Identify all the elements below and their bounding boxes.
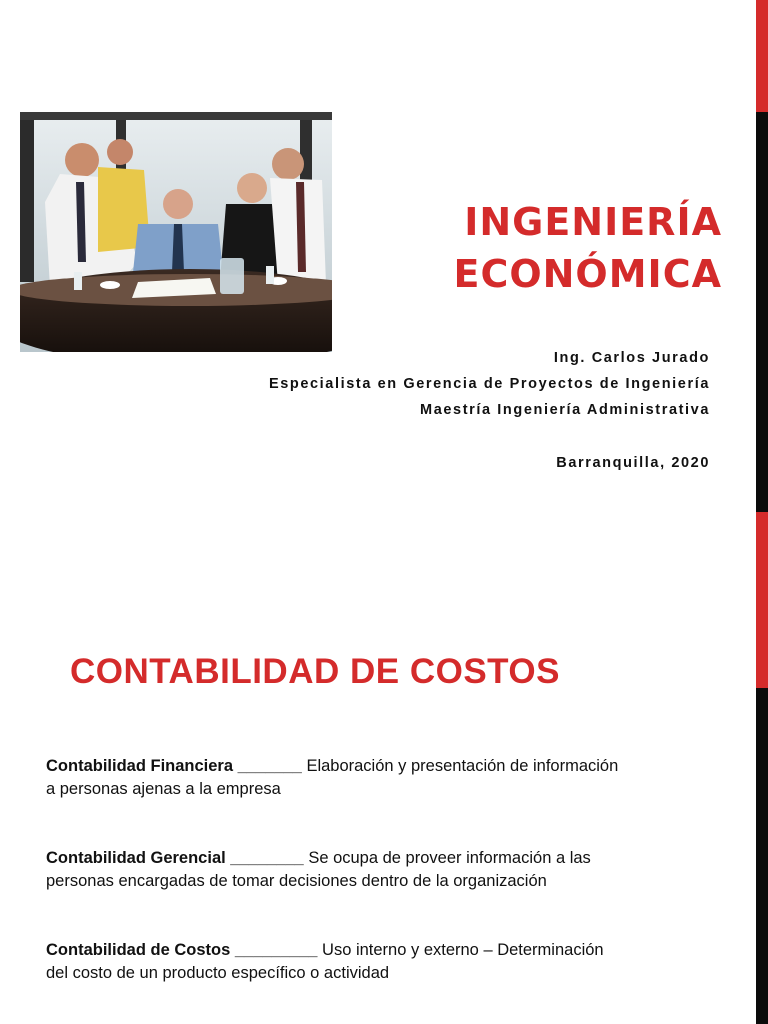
- edge-black-bar: [756, 112, 768, 512]
- definition-blank: ________: [225, 849, 309, 867]
- author-specialization: Especialista en Gerencia de Proyectos de Ingeniería: [268, 376, 710, 392]
- author-name: Ing. Carlos Jurado: [553, 350, 710, 366]
- meeting-illustration: [20, 112, 332, 352]
- edge-red-bar: [756, 0, 768, 112]
- definition-paragraph: [46, 755, 726, 801]
- place-and-year: Barranquilla, 2020: [556, 455, 710, 471]
- definition-paragraph: [46, 939, 726, 985]
- definition-text-continued: a personas ajenas a la empresa: [46, 780, 281, 798]
- definition-blank: _______: [233, 757, 307, 775]
- definition-term: Contabilidad de Costos: [46, 941, 231, 959]
- author-master-degree: Maestría Ingeniería Administrativa: [420, 402, 710, 418]
- definition-text: Se ocupa de proveer información a las: [308, 849, 591, 867]
- definition-term: Contabilidad Gerencial: [46, 849, 226, 867]
- title-line-1: INGENIERÍA: [464, 200, 722, 244]
- meeting-photo: [20, 112, 332, 352]
- definition-text: Uso interno y externo – Determinación: [322, 941, 604, 959]
- definition-text: Elaboración y presentación de información: [306, 757, 619, 775]
- slide-heading: CONTABILIDAD DE COSTOS: [70, 652, 560, 691]
- content-slide: [0, 512, 768, 1024]
- edge-red-bar: [756, 512, 768, 688]
- edge-black-bar: [756, 688, 768, 1024]
- definition-blank: _________: [230, 941, 323, 959]
- definition-term: Contabilidad Financiera: [46, 757, 234, 775]
- presentation-title: [322, 196, 722, 300]
- definition-text-continued: personas encargadas de tomar decisiones dentro de la organización: [46, 872, 547, 890]
- definition-text-continued: del costo de un producto específico o actividad: [46, 964, 390, 982]
- definition-paragraph: [46, 847, 726, 893]
- title-line-2: ECONÓMICA: [453, 252, 722, 296]
